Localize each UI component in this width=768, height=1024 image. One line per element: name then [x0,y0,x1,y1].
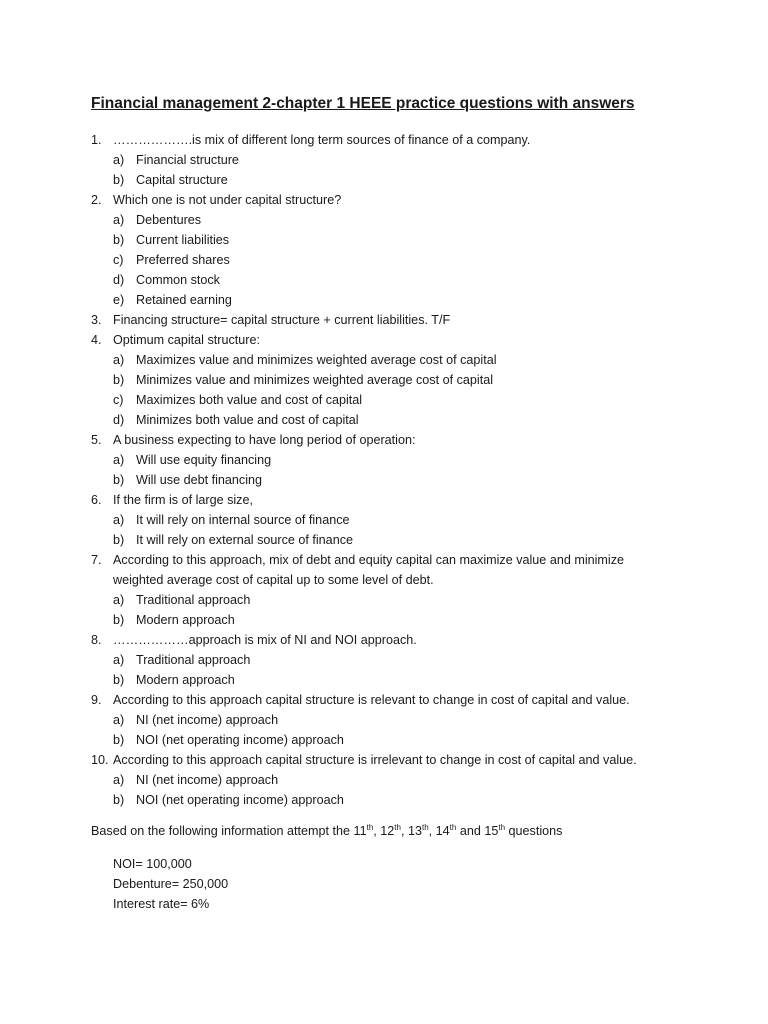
ordinal-suffix: th [498,823,506,832]
info-text: , 12 [373,824,395,838]
option-text: It will rely on external source of finance [136,533,353,547]
question-number: 9. [91,693,102,707]
ordinal-suffix: th [421,823,429,832]
info-text: Based on the following information attempt the 11 [91,824,367,838]
option-text: NOI (net operating income) approach [136,793,344,807]
option-letter: b) [113,613,125,627]
ordinal-suffix: th [366,823,374,832]
option-text: NOI (net operating income) approach [136,733,344,747]
question-text: ……………….is mix of different long term sources of finance of a company. [113,133,531,147]
option-text: Will use debt financing [136,473,263,487]
info-text: , 14 [428,824,450,838]
question-text: Optimum capital structure: [113,333,260,347]
question-text: According to this approach capital structure is irrelevant to change in cost of capital and value. [113,753,637,767]
option-letter: a) [113,653,125,667]
option-text: Debentures [136,213,202,227]
question-text: Which one is not under capital structure? [113,193,342,207]
info-text: questions [505,824,563,838]
option-letter: c) [113,393,124,407]
given-debenture: Debenture= 250,000 [113,877,229,891]
option-letter: a) [113,453,125,467]
option-letter: b) [113,233,125,247]
question-text: According to this approach capital structure is relevant to change in cost of capital and value. [113,693,630,707]
question-number: 10. [91,753,109,767]
info-text: , 13 [400,824,422,838]
option-text: Retained earning [136,293,232,307]
option-letter: b) [113,473,125,487]
option-letter: a) [113,153,125,167]
question-number: 7. [91,553,102,567]
option-letter: b) [113,793,125,807]
question-text: ………………approach is mix of NI and NOI approach. [113,633,417,647]
question-number: 8. [91,633,102,647]
option-text: Preferred shares [136,253,230,267]
question-text: If the firm is of large size, [113,493,253,507]
option-text: Current liabilities [136,233,230,247]
option-text: Traditional approach [136,653,251,667]
given-interest-rate: Interest rate= 6% [113,897,210,911]
option-letter: b) [113,533,125,547]
option-text: It will rely on internal source of finance [136,513,350,527]
info-text: and 15 [456,824,499,838]
option-text: Financial structure [136,153,239,167]
option-letter: a) [113,773,125,787]
question-number: 1. [91,133,102,147]
option-letter: c) [113,253,124,267]
question-number: 6. [91,493,102,507]
question-number: 3. [91,313,102,327]
question-number: 4. [91,333,102,347]
option-letter: d) [113,273,125,287]
option-text: Traditional approach [136,593,251,607]
page-title: Financial management 2-chapter 1 HEEE practice questions with answers [91,95,635,112]
question-text: According to this approach, mix of debt and equity capital can maximize value and minimize [113,553,625,567]
option-letter: a) [113,213,125,227]
option-text: NI (net income) approach [136,773,279,787]
option-text: Will use equity financing [136,453,272,467]
option-text: NI (net income) approach [136,713,279,727]
option-text: Common stock [136,273,220,287]
info-paragraph [91,824,562,838]
option-text: Maximizes both value and cost of capital [136,393,363,407]
option-text: Minimizes both value and cost of capital [136,413,359,427]
option-text: Maximizes value and minimizes weighted average cost of capital [136,353,497,367]
question-text: weighted average cost of capital up to some level of debt. [113,573,434,587]
option-letter: b) [113,173,125,187]
question-number: 2. [91,193,102,207]
option-letter: b) [113,733,125,747]
question-number: 5. [91,433,102,447]
option-letter: d) [113,413,125,427]
option-letter: b) [113,373,125,387]
option-text: Modern approach [136,613,235,627]
option-letter: b) [113,673,125,687]
ordinal-suffix: th [449,823,457,832]
ordinal-suffix: th [394,823,401,832]
option-text: Capital structure [136,173,228,187]
question-text: A business expecting to have long period of operation: [113,433,416,447]
option-letter: a) [113,353,125,367]
question-text: Financing structure= capital structure + current liabilities. T/F [113,313,451,327]
option-text: Minimizes value and minimizes weighted average cost of capital [136,373,493,387]
option-text: Modern approach [136,673,235,687]
given-noi: NOI= 100,000 [113,857,192,871]
option-letter: e) [113,293,125,307]
option-letter: a) [113,593,125,607]
option-letter: a) [113,713,125,727]
option-letter: a) [113,513,125,527]
